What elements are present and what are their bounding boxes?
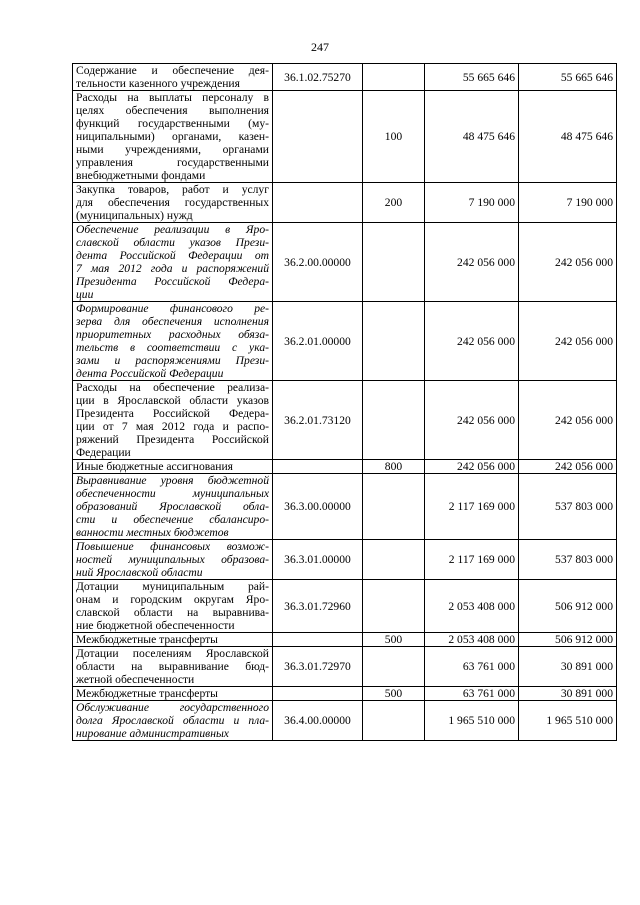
table-row (73, 381, 617, 460)
expense-type-cell (363, 381, 425, 460)
expense-type-cell: 800 (363, 460, 425, 474)
amount-year1-cell: 63 761 000 (425, 687, 519, 701)
amount-year2-cell: 55 665 646 (519, 64, 617, 91)
item-name-cell (73, 540, 273, 580)
budget-code-cell (273, 183, 363, 223)
item-name-line: ции от 7 мая 2012 года и распо- (76, 420, 269, 433)
budget-code-cell (273, 687, 363, 701)
item-name-line: области на выравнивание бюд- (76, 660, 269, 673)
table-row (73, 64, 617, 91)
item-name-line: долга Ярославской области и пла- (76, 714, 269, 727)
table-row (73, 91, 617, 183)
table-row (73, 687, 617, 701)
table-row (73, 223, 617, 302)
table-row (73, 580, 617, 633)
item-name-line: ции (76, 288, 94, 301)
item-name-cell (73, 64, 273, 91)
item-name-line: Федерации (76, 446, 131, 459)
expense-type-cell (363, 223, 425, 302)
budget-code-cell: 36.1.02.75270 (273, 64, 363, 91)
item-name-cell (73, 633, 273, 647)
amount-year2-cell: 242 056 000 (519, 302, 617, 381)
item-name-line: Содержание и обеспечение дея- (76, 64, 269, 77)
item-name-cell (73, 91, 273, 183)
budget-code-cell: 36.3.01.72960 (273, 580, 363, 633)
budget-table (72, 63, 617, 741)
item-name-cell (73, 302, 273, 381)
item-name-line: ными учреждениями, органами (76, 143, 269, 156)
amount-year1-cell: 55 665 646 (425, 64, 519, 91)
item-name-line: приоритетных расходных обяза- (76, 328, 269, 341)
amount-year1-cell: 2 117 169 000 (425, 474, 519, 540)
item-name-line: зами и распоряжениями Прези- (76, 354, 269, 367)
item-name-line: славской области указов Прези- (76, 236, 269, 249)
table-row (73, 302, 617, 381)
item-name-line: Президента Российской Федера- (76, 407, 269, 420)
budget-code-cell: 36.3.01.00000 (273, 540, 363, 580)
item-name-line: ниципальными) органами, казен- (76, 130, 269, 143)
amount-year1-cell: 242 056 000 (425, 460, 519, 474)
amount-year1-cell: 2 053 408 000 (425, 580, 519, 633)
table-row (73, 540, 617, 580)
expense-type-cell (363, 580, 425, 633)
item-name-cell (73, 183, 273, 223)
expense-type-cell (363, 302, 425, 381)
expense-type-cell: 200 (363, 183, 425, 223)
item-name-line: целях обеспечения выполнения (76, 104, 269, 117)
amount-year1-cell: 2 117 169 000 (425, 540, 519, 580)
item-name-cell (73, 474, 273, 540)
amount-year2-cell: 506 912 000 (519, 633, 617, 647)
item-name-cell (73, 580, 273, 633)
item-name-line: славской области на выравнива- (76, 606, 269, 619)
amount-year2-cell: 242 056 000 (519, 223, 617, 302)
item-name-cell (73, 381, 273, 460)
expense-type-cell: 100 (363, 91, 425, 183)
table-row (73, 474, 617, 540)
item-name-line: жетной обеспеченности (76, 673, 195, 686)
item-name-line: внебюджетными фондами (76, 169, 206, 182)
item-name-line: дента Российской Федерации (76, 367, 224, 380)
item-name-line: зерва для обеспечения исполнения (76, 315, 269, 328)
amount-year1-cell: 1 965 510 000 (425, 701, 519, 741)
amount-year2-cell: 48 475 646 (519, 91, 617, 183)
budget-code-cell: 36.3.00.00000 (273, 474, 363, 540)
item-name-cell (73, 223, 273, 302)
item-name-line: дента Российской Федерации от (76, 249, 269, 262)
expense-type-cell (363, 647, 425, 687)
table-row (73, 460, 617, 474)
item-name-line: Межбюджетные трансферты (76, 633, 218, 646)
amount-year1-cell: 2 053 408 000 (425, 633, 519, 647)
item-name-cell (73, 687, 273, 701)
item-name-line: для обеспечения государственных (76, 196, 269, 209)
item-name-line: Расходы на выплаты персоналу в (76, 91, 269, 104)
expense-type-cell (363, 540, 425, 580)
item-name-line: ний Ярославской области (76, 566, 203, 579)
amount-year2-cell: 242 056 000 (519, 460, 617, 474)
amount-year1-cell: 242 056 000 (425, 223, 519, 302)
item-name-line: Обеспечение реализации в Яро- (76, 223, 269, 236)
item-name-line: нирование административных (76, 727, 229, 740)
item-name-cell (73, 701, 273, 741)
expense-type-cell (363, 64, 425, 91)
amount-year2-cell: 1 965 510 000 (519, 701, 617, 741)
item-name-line: сти и обеспечение сбалансиро- (76, 513, 269, 526)
budget-table-body (73, 64, 617, 741)
item-name-cell (73, 460, 273, 474)
item-name-line: обеспеченности муниципальных (76, 487, 269, 500)
budget-code-cell: 36.3.01.72970 (273, 647, 363, 687)
expense-type-cell: 500 (363, 633, 425, 647)
item-name-line: функций государственными (му- (76, 117, 269, 130)
item-name-line: тельств в соответствии с ука- (76, 341, 269, 354)
item-name-line: Повышение финансовых возмож- (76, 540, 269, 553)
item-name-line: управления государственными (76, 156, 269, 169)
expense-type-cell: 500 (363, 687, 425, 701)
table-row (73, 183, 617, 223)
item-name-line: Выравнивание уровня бюджетной (76, 474, 269, 487)
budget-code-cell: 36.2.01.00000 (273, 302, 363, 381)
budget-code-cell (273, 633, 363, 647)
amount-year1-cell: 63 761 000 (425, 647, 519, 687)
expense-type-cell (363, 474, 425, 540)
table-row (73, 647, 617, 687)
expense-type-cell (363, 701, 425, 741)
amount-year2-cell: 537 803 000 (519, 474, 617, 540)
item-name-line: Обслуживание государственного (76, 701, 269, 714)
item-name-line: ностей муниципальных образова- (76, 553, 269, 566)
item-name-line: Расходы на обеспечение реализа- (76, 381, 269, 394)
item-name-line: Закупка товаров, работ и услуг (76, 183, 269, 196)
item-name-line: Межбюджетные трансферты (76, 687, 218, 700)
item-name-line: онам и городским округам Яро- (76, 593, 269, 606)
item-name-line: Дотации поселениям Ярославской (76, 647, 269, 660)
item-name-line: ванности местных бюджетов (76, 526, 229, 539)
item-name-line: тельности казенного учреждения (76, 77, 240, 90)
item-name-line: ние бюджетной обеспеченности (76, 619, 235, 632)
item-name-line: ряжений Президента Российской (76, 433, 269, 446)
budget-code-cell: 36.2.00.00000 (273, 223, 363, 302)
amount-year2-cell: 7 190 000 (519, 183, 617, 223)
budget-code-cell (273, 460, 363, 474)
item-name-line: (муниципальных) нужд (76, 209, 193, 222)
budget-code-cell: 36.2.01.73120 (273, 381, 363, 460)
item-name-line: 7 мая 2012 года и распоряжений (76, 262, 269, 275)
table-row (73, 701, 617, 741)
item-name-line: Формирование финансового ре- (76, 302, 269, 315)
amount-year1-cell: 7 190 000 (425, 183, 519, 223)
budget-code-cell (273, 91, 363, 183)
amount-year2-cell: 506 912 000 (519, 580, 617, 633)
amount-year1-cell: 242 056 000 (425, 302, 519, 381)
item-name-cell (73, 647, 273, 687)
item-name-line: Президента Российской Федера- (76, 275, 269, 288)
amount-year1-cell: 242 056 000 (425, 381, 519, 460)
amount-year1-cell: 48 475 646 (425, 91, 519, 183)
page-number: 247 (311, 40, 329, 54)
table-row (73, 633, 617, 647)
amount-year2-cell: 242 056 000 (519, 381, 617, 460)
amount-year2-cell: 30 891 000 (519, 647, 617, 687)
amount-year2-cell: 30 891 000 (519, 687, 617, 701)
item-name-line: образований Ярославской обла- (76, 500, 269, 513)
item-name-line: ции в Ярославской области указов (76, 394, 269, 407)
item-name-line: Иные бюджетные ассигнования (76, 460, 233, 473)
amount-year2-cell: 537 803 000 (519, 540, 617, 580)
budget-code-cell: 36.4.00.00000 (273, 701, 363, 741)
item-name-line: Дотации муниципальным рай- (76, 580, 269, 593)
